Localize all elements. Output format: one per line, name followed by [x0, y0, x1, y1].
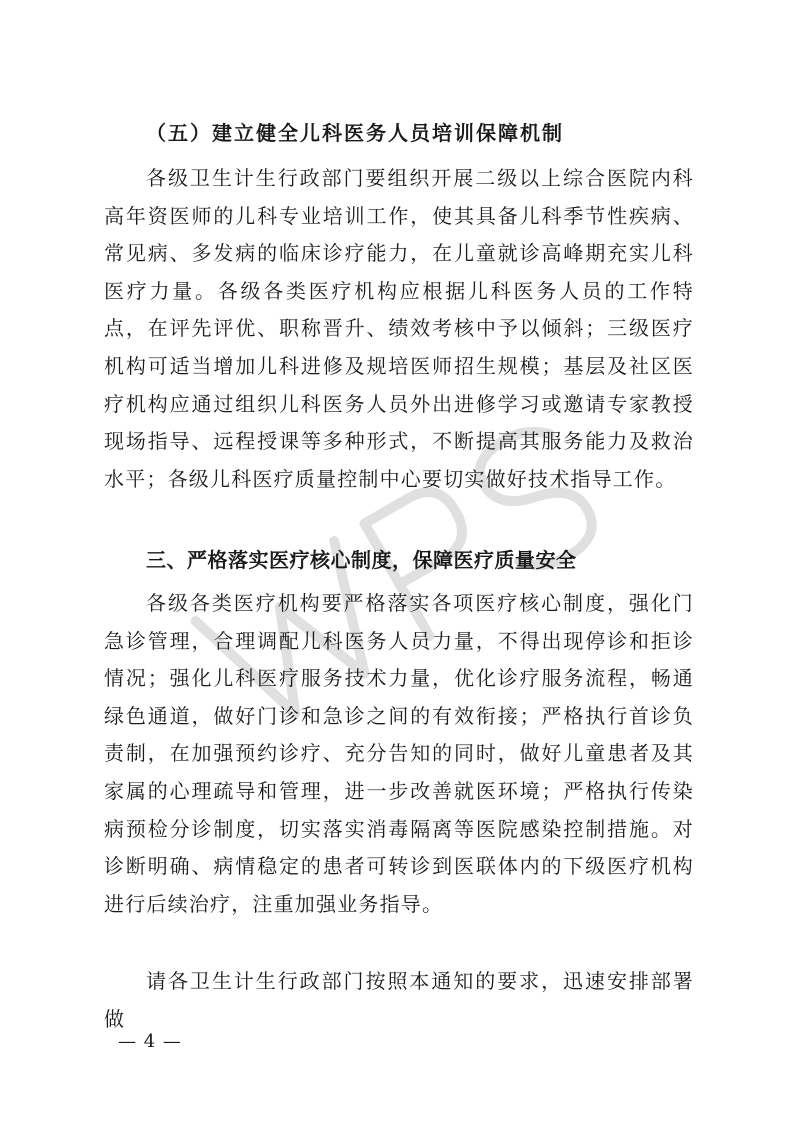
section-5-body: 各级卫生计生行政部门要组织开展二级以上综合医院内科高年资医师的儿科专业培训工作，使其具备儿科季节性疾病、常见病、多发病的临床诊疗能力，在儿童就诊高峰期充实儿科医疗力量。各级各类医疗机构应根据儿科医务人员的工作特点，在评先评优、职称晋升、绩效考核中予以倾斜；三级医疗机构可适当增加儿科进修及规培医师招生规模；基层及社区医疗机构应通过组织儿科医务人员外出进修学习或邀请专家教授现场指导、远程授课等多种形式，不断提高其服务能力及救治水平；各级儿科医疗质量控制中心要切实做好技术指导工作。 — [104, 166, 694, 491]
section-3-body: 各级各类医疗机构要严格落实各项医疗核心制度，强化门急诊管理，合理调配儿科医务人员力量，不得出现停诊和拒诊情况；强化儿科医疗服务技术力量，优化诊疗服务流程，畅通绿色通道，做好门诊和急诊之间的有效衔接；严格执行首诊负责制，在加强预约诊疗、充分告知的同时，做好儿童患者及其家属的心理疏导和管理，进一步改善就医环境；严格执行传染病预检分诊制度，切实落实消毒隔离等医院感染控制措施。对诊断明确、病情稳定的患者可转诊到医联体内的下级医疗机构进行后续治疗，注重加强业务指导。 — [104, 591, 694, 916]
closing-paragraph: 请各卫生计生行政部门按照本通知的要求，迅速安排部署做 — [104, 969, 694, 1031]
page-number: — 4 — — [118, 1031, 182, 1052]
section-5-heading: （五）建立健全儿科医务人员培训保障机制 — [146, 121, 564, 145]
section-3-heading: 三、严格落实医疗核心制度，保障医疗质量安全 — [146, 548, 577, 572]
